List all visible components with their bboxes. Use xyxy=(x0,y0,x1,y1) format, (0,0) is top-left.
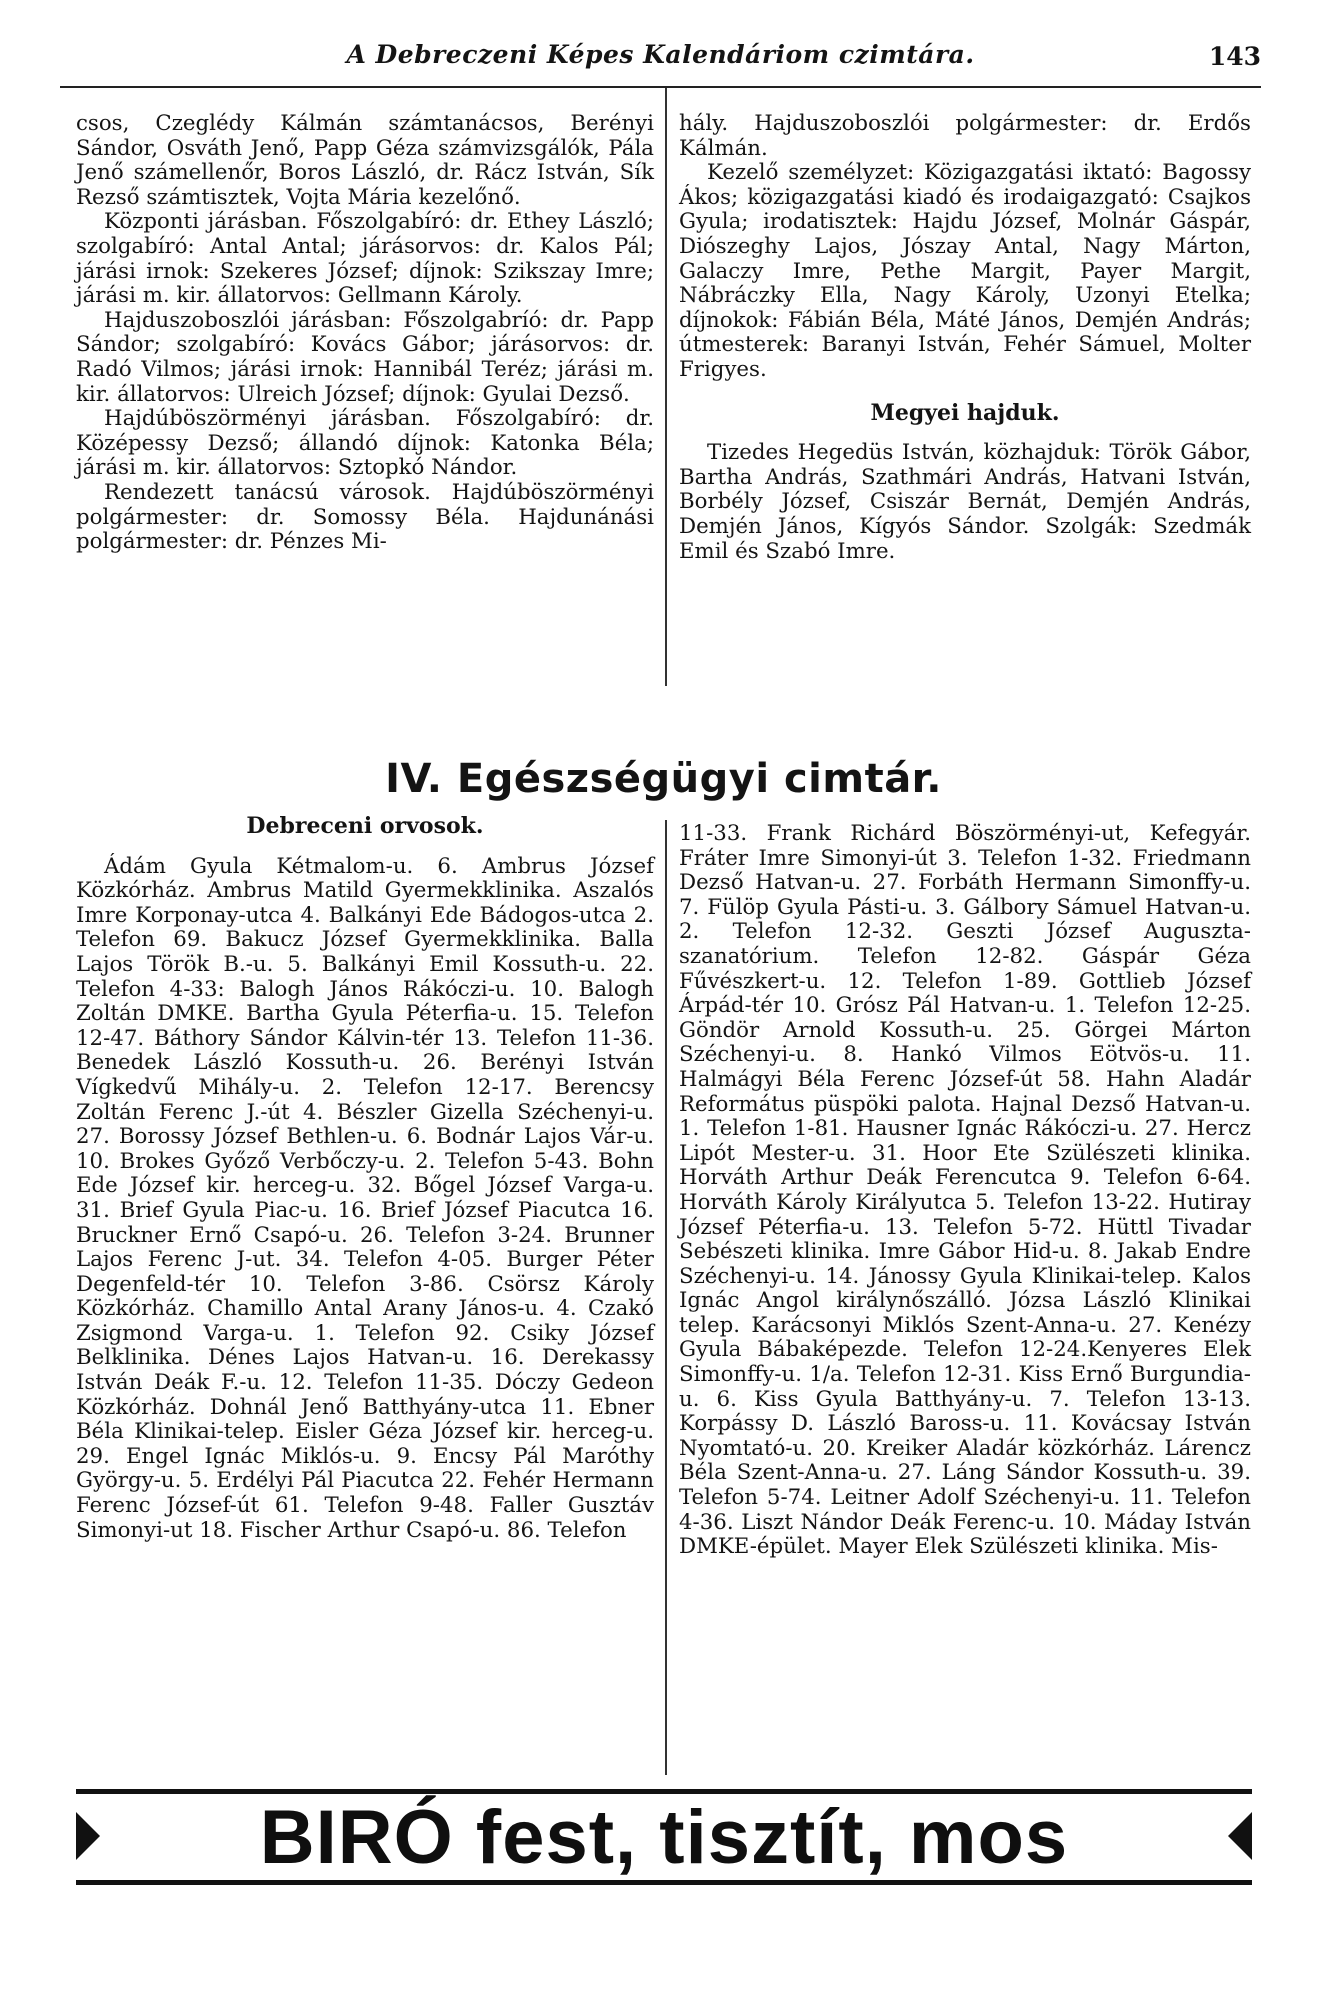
doctors-list-left: Ádám Gyula Kétmalom-u. 6. Ambrus József Közkórház. Ambrus Matild Gyermekklinika. Aszalós Imre Korponay-utca 4. Balkányi Ede Bádogos-utca 2. Telefon 69. Bakucz József Gyermekklinika. Balla Lajos Török B.-u. 5. Balkányi Emil Kossuth-u. 22. Telefon 4-33: Balogh János Rákóczi-u. 10. Balogh Zoltán DMKE. Bartha Gyula Péterfia-u. 15. Telefon 12-47. Báthory Sándor Kálvin-tér 13. Telefon 11-36. Benedek László Kossuth-u. 26. Berényi István Vígkedvű Mihály-u. 2. Telefon 12-17. Berencsy Zoltán Ferenc J.-út 4. Bészler Gizella Széchenyi-u. 27. Borossy József Bethlen-u. 6. Bodnár Lajos Vár-u. 10. Brokes Győző Verbőczy-u. 2. Telefon 5-43. Bohn Ede József kir. herceg-u. 32. Bőgel József Varga-u. 31. Brief Gyula Piac-u. 16. Brief József Piacutca 16. Bruckner Ernő Csapó-u. 26. Telefon 3-24. Brunner Lajos Ferenc J-ut. 34. Telefon 4-05. Burger Péter Degenfeld-tér 10. Telefon 3-86. Csörsz Károly Közkórház. Chamillo Antal Arany János-u. 4. Czakó Zsigmond Varga-u. 1. Telefon 92. Csiky József Belklinika. Dénes Lajos Hatvan-u. 16. Derekassy István Deák F.-u. 12. Telefon 11-35. Dóczy Gedeon Közkórház. Dohnál Jenő Batthyány-utca 11. Ebner Béla Klinikai-telep. Eisler Géza József kir. herceg-u. 29. Engel Ignác Miklós-u. 9. Encsy Pál Maróthy György-u. 5. Erdélyi Pál Piacutca 22. Fehér Hermann Ferenc József-út 61. Telefon 9-48. Faller Gusztáv Simonyi-ut 18. Fischer Arthur Csapó-u. 86. Telefon xyxy=(76,853,654,1543)
top-left-column xyxy=(76,112,654,555)
paragraph: hály. Hajduszoboszlói polgármester: dr. Erdős Kálmán. xyxy=(679,111,1251,161)
column-divider xyxy=(665,88,667,686)
section-heading-megyei-hajduk: Megyei hajduk. xyxy=(870,399,1060,426)
advert-banner xyxy=(76,1789,1252,1885)
doctors-heading: Debreceni orvosok. xyxy=(246,813,484,839)
paragraph: Rendezett tanácsú városok. Hajdúböszörményi polgármester: dr. Somossy Béla. Hajdunánási polgármester: dr. Pénzes Mi- xyxy=(76,479,654,555)
advert-text: BIRÓ fest, tisztít, mos xyxy=(259,1794,1069,1880)
paragraph: Hajduszoboszlói járásban: Főszolgabríó: dr. Papp Sándor; szolgabíró: Kovács Gábor; járásorvos: dr. Radó Vilmos; járási irnok: Hannibál Teréz; járási m. kir. állatorvos: Ulreich József; díjnok: Gyulai Dezső. xyxy=(76,307,654,407)
page-number: 143 xyxy=(1208,42,1261,71)
triangle-right-icon xyxy=(1228,1812,1252,1860)
paragraph: Központi járásban. Főszolgabíró: dr. Ethey László; szolgabíró: Antal Antal; járásorvos: dr. Kalos Pál; járási irnok: Szekeres József; díjnok: Szikszay Imre; járási m. kir. állatorvos: Gellmann Károly. xyxy=(76,209,654,309)
running-head xyxy=(60,36,1261,88)
paragraph: Tizedes Hegedüs István, közhajduk: Török Gábor, Bartha András, Szathmári András, Hatvani István, Borbély József, Csiszár Bernát, Demjén András, Demjén János, Kígyós Sándor. Szolgák: Szedmák Emil és Szabó Imre. xyxy=(679,440,1251,564)
paragraph: Hajdúböszörményi járásban. Főszolgabíró: dr. Középessy Dezső; állandó díjnok: Katonka Béla; járási m. kir. állatorvos: Sztopkó Nándor. xyxy=(76,406,654,481)
bottom-right-column xyxy=(679,822,1251,1560)
doctors-list-right: 11-33. Frank Richárd Böszörményi-ut, Kefegyár. Fráter Imre Simonyi-út 3. Telefon 1-32. Friedmann Dezső Hatvan-u. 27. Forbáth Hermann Simonffy-u. 7. Fülöp Gyula Pásti-u. 3. Gálbory Sámuel Hatvan-u. 2. Telefon 12-32. Geszti József Auguszta-szanatórium. Telefon 12-82. Gáspár Géza Fűvészkert-u. 12. Telefon 1-89. Gottlieb József Árpád-tér 10. Grósz Pál Hatvan-u. 1. Telefon 12-25. Göndör Arnold Kossuth-u. 25. Görgei Márton Széchenyi-u. 8. Hankó Vilmos Eötvös-u. 11. Halmágyi Béla Ferenc József-út 58. Hahn Aladár Református püspöki palota. Hajnal Dezső Hatvan-u. 1. Telefon 1-81. Hausner Ignác Rákóczi-u. 27. Hercz Lipót Mester-u. 31. Hoor Ete Szülészeti klinika. Horváth Arthur Deák Ferencutca 9. Telefon 6-64. Horváth Károly Királyutca 5. Telefon 13-22. Hutiray József Péterfia-u. 13. Telefon 5-72. Hüttl Tivadar Sebészeti klinika. Imre Gábor Hid-u. 8. Jakab Endre Széchenyi-u. 14. Jánossy Gyula Klinikai-telep. Kalos Ignác Angol királynőszálló. Józsa László Klinikai telep. Karácsonyi Miklós Szent-Anna-u. 27. Kenézy Gyula Bábaképezde. Telefon 12-24.Kenyeres Elek Simonffy-u. 1/a. Telefon 12-31. Kiss Ernő Burgundia-u. 6. Kiss Gyula Batthyány-u. 7. Telefon 13-13. Korpássy D. László Baross-u. 11. Kovácsay István Nyomtató-u. 20. Kreiker Aladár közkórház. Lárencz Béla Szent-Anna-u. 27. Láng Sándor Kossuth-u. 39. Telefon 5-74. Leitner Adolf Széchenyi-u. 11. Telefon 4-36. Liszt Nándor Deák Ferenc-u. 10. Máday István DMKE-épület. Mayer Elek Szülészeti klinika. Mis- xyxy=(679,821,1251,1560)
paragraph: csos, Czeglédy Kálmán számtanácsos, Berényi Sándor, Osváth Jenő, Papp Géza számvizsgálók, Pála Jenő számellenőr, Boros László, dr. Rácz István, Sík Rezső számtisztek, Vojta Mária kezelőnő. xyxy=(76,111,654,210)
column-divider xyxy=(665,820,667,1775)
bottom-left-column xyxy=(76,814,654,1543)
running-title: A Debreczeni Képes Kalendáriom czimtára. xyxy=(346,40,975,69)
section-title: IV. Egészségügyi cimtár. xyxy=(385,756,942,802)
top-right-column xyxy=(679,112,1251,564)
paragraph: Kezelő személyzet: Közigazgatási iktató: Bagossy Ákos; közigazgatási kiadó és irodaigazgató: Csajkos Gyula; irodatisztek: Hajdu József, Molnár Gáspár, Diószeghy Lajos, Jószay Antal, Nagy Márton, Galaczy Imre, Pethe Margit, Payer Margit, Nábráczky Ella, Nagy Károly, Uzonyi Etelka; díjnokok: Fábián Béla, Máté János, Demjén András; útmesterek: Baranyi István, Fehér Sámuel, Molter Frigyes. xyxy=(679,160,1251,382)
